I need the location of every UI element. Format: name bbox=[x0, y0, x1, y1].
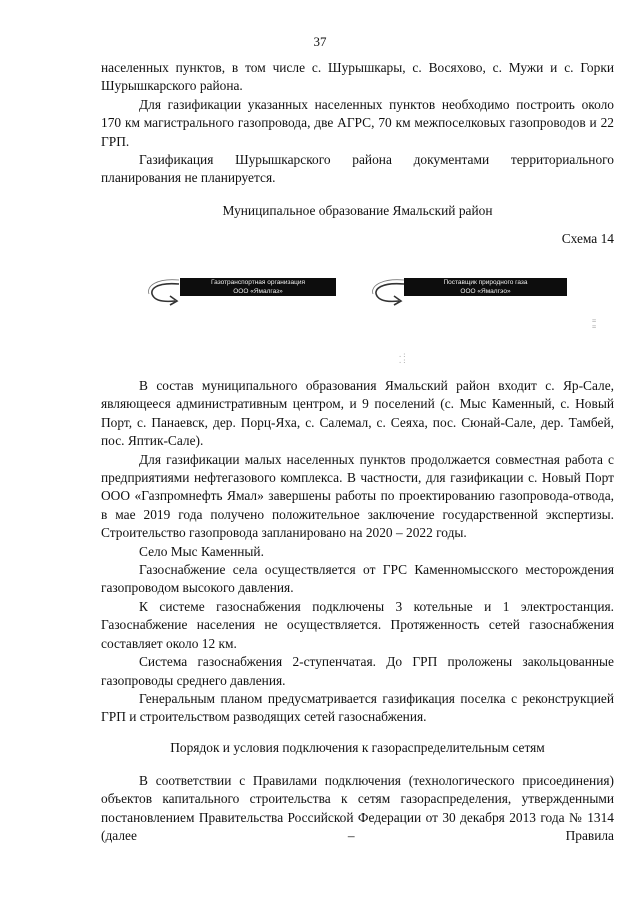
paragraph: В состав муниципального образования Ямальский район входит с. Яр-Сале, являющееся административным центром, и 9 поселений (с. Мыс Каменный, с. Новый Порт, с. Панаевск, дер. Порц-Яха, с. Салемал, с. Сеяха, пос. Сюнай-Сале, дер. Тамбей, пос. Яптик-Сале). bbox=[101, 378, 614, 449]
text-block-top bbox=[101, 59, 614, 188]
schema-label: Схема 14 bbox=[561, 231, 614, 246]
paragraph: Для газификации указанных населенных пунктов необходимо построить около 170 км магистрального газопровода, две АГРС, 70 км межпоселковых газопроводов и 22 ГРП. bbox=[101, 96, 614, 149]
page-number: 37 bbox=[313, 34, 327, 49]
diagram-box-left: Газотранспортная организация ООО «Ямалгаз» bbox=[180, 278, 336, 296]
paragraph: Газификация Шурышкарского района документами территориального планирования не планируется. bbox=[101, 152, 614, 186]
curved-arrow-icon bbox=[366, 274, 408, 314]
section-title-2: Порядок и условия подключения к газораспределительным сетям bbox=[170, 740, 545, 755]
scan-artifact: .: .: bbox=[398, 351, 407, 365]
paragraph: Система газоснабжения 2-ступенчатая. До ГРП проложены закольцованные газопроводы среднего давления. bbox=[101, 654, 614, 688]
paragraph: Генеральным планом предусматривается газификация поселка с реконструкцией ГРП и строительством разводящих сетей газоснабжения. bbox=[101, 690, 614, 725]
paragraph: Для газификации малых населенных пунктов продолжается совместная работа с предприятиями нефтегазового комплекса. В частности, для газификации с. Новый Порт ООО «Газпромнефть Ямал» завершены работы по проектированию газопровода-отвода, в мае 2019 года получено положительное заключение государственной экспертизы. Строительство газопровода запланировано на 2020 – 2022 годы. bbox=[101, 451, 614, 541]
text-block-main bbox=[101, 377, 614, 727]
paragraph: В соответствии с Правилами подключения (технологического присоединения) объектов капитального строительства к сетям газораспределения, утвержденными постановлением Правительства Российской Федерации от 30 декабря 2013 года № 1314 (далее – Правила bbox=[101, 773, 614, 844]
paragraph: К системе газоснабжения подключены 3 котельные и 1 электростанция. Газоснабжение населения не осуществляется. Протяженность сетей газоснабжения составляет около 12 км. bbox=[101, 598, 614, 651]
paragraph: Село Мыс Каменный. bbox=[139, 543, 264, 559]
paragraph: Газоснабжение села осуществляется от ГРС Каменномысского месторождения газопроводом высокого давления. bbox=[101, 562, 614, 596]
diagram-box-right: Поставщик природного газа ООО «Ямалгэо» bbox=[404, 278, 567, 296]
paragraph: населенных пунктов, в том числе с. Шурышкары, с. Восяхово, с. Мужи и с. Горки Шурышкарского района. bbox=[101, 60, 614, 94]
curved-arrow-icon bbox=[143, 274, 183, 314]
text-block-bottom bbox=[101, 772, 614, 846]
section-title: Муниципальное образование Ямальский район bbox=[222, 203, 493, 218]
scan-artifact: = = bbox=[592, 317, 597, 331]
